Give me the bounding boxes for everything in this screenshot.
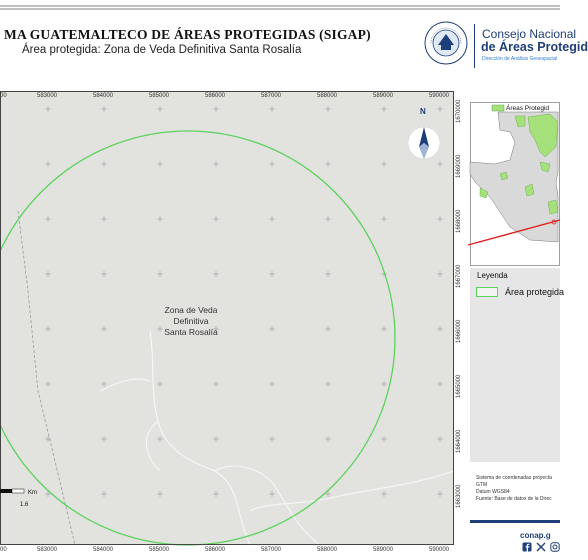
note-gtm: GTM (476, 482, 488, 488)
graticule (0, 106, 443, 497)
logo-separator (474, 24, 475, 68)
x-tick-label: 588000 (317, 547, 338, 553)
x-tick-label: 586000 (205, 547, 226, 553)
legend-swatch-protected-area (476, 287, 498, 297)
y-tick-label: 1667000 (456, 264, 462, 288)
area-label (136, 305, 246, 338)
x-tick-label: 587000 (261, 93, 282, 99)
conap-name-line2: de Áreas Protegid (481, 40, 588, 54)
inset-map[interactable] (470, 102, 560, 266)
facebook-icon[interactable] (522, 542, 532, 552)
x-tick-label: 587000 (261, 547, 282, 553)
x-tick-label: 00 (0, 93, 7, 99)
area-label-line3: Santa Rosalía (164, 327, 218, 337)
legend-entry-protected-area: Área protegida (505, 287, 565, 297)
conap-department: Dirección de Análisis Geoespacial (482, 56, 558, 62)
protected-area-boundary[interactable] (0, 131, 395, 545)
x-icon[interactable] (536, 542, 546, 552)
main-map[interactable] (0, 91, 454, 545)
map-subtitle: Área protegida: Zona de Veda Definitiva Santa Rosalía (22, 44, 302, 56)
scale-bar (0, 489, 30, 495)
x-tick-label: 586000 (205, 93, 226, 99)
x-tick-label: 585000 (149, 547, 170, 553)
footer-url-link[interactable]: conap.g (520, 531, 551, 540)
y-tick-label: 1665000 (456, 374, 462, 398)
x-tick-label: 583000 (37, 547, 58, 553)
x-tick-label: 590000 (429, 93, 450, 99)
x-tick-label: 585000 (149, 93, 170, 99)
x-tick-label: 00 (0, 547, 7, 553)
y-tick-label: 1663000 (456, 484, 462, 508)
y-axis-right (456, 91, 470, 545)
x-tick-label: 589000 (373, 93, 394, 99)
guatemala-seal-logo (423, 20, 469, 66)
instagram-icon[interactable] (550, 542, 560, 552)
x-tick-label: 584000 (93, 93, 114, 99)
legend-title: Leyenda (477, 271, 508, 280)
note-source: Fuente: Base de datos de la Direc (476, 496, 552, 502)
note-projection: Sistema de coordenadas proyecta (476, 475, 552, 481)
x-axis-bottom (0, 545, 470, 557)
x-tick-label: 583000 (37, 93, 58, 99)
y-tick-label: 1668000 (456, 209, 462, 233)
inset-map-canvas (470, 102, 560, 266)
footer-divider (470, 520, 560, 523)
area-label-line2: Definitiva (173, 316, 209, 326)
x-tick-label: 589000 (373, 547, 394, 553)
area-label-line1: Zona de Veda (164, 305, 218, 315)
scale-unit: Km (28, 490, 37, 496)
roads-layer (100, 331, 454, 545)
conap-name-line1: Consejo Nacional (482, 27, 577, 41)
y-tick-label: 1669000 (456, 154, 462, 178)
note-datum: Datum WGS84 (476, 489, 510, 495)
x-tick-label: 590000 (429, 547, 450, 553)
y-tick-label: 1664000 (456, 429, 462, 453)
y-tick-label: 1670000 (456, 99, 462, 123)
y-tick-label: 1666000 (456, 319, 462, 343)
scale-value: 1.6 (20, 502, 29, 508)
x-axis-top (0, 91, 470, 103)
legend-panel (470, 268, 560, 462)
header-frame-lines (0, 0, 560, 20)
inset-legend-label: Áreas Protegid (506, 105, 549, 112)
map-title: MA GUATEMALTECO DE ÁREAS PROTEGIDAS (SIGAP) (4, 27, 371, 42)
north-arrow-icon (406, 113, 442, 163)
map-notes (470, 470, 560, 518)
x-tick-label: 584000 (93, 547, 114, 553)
x-tick-label: 588000 (317, 93, 338, 99)
north-label: N (420, 107, 426, 116)
